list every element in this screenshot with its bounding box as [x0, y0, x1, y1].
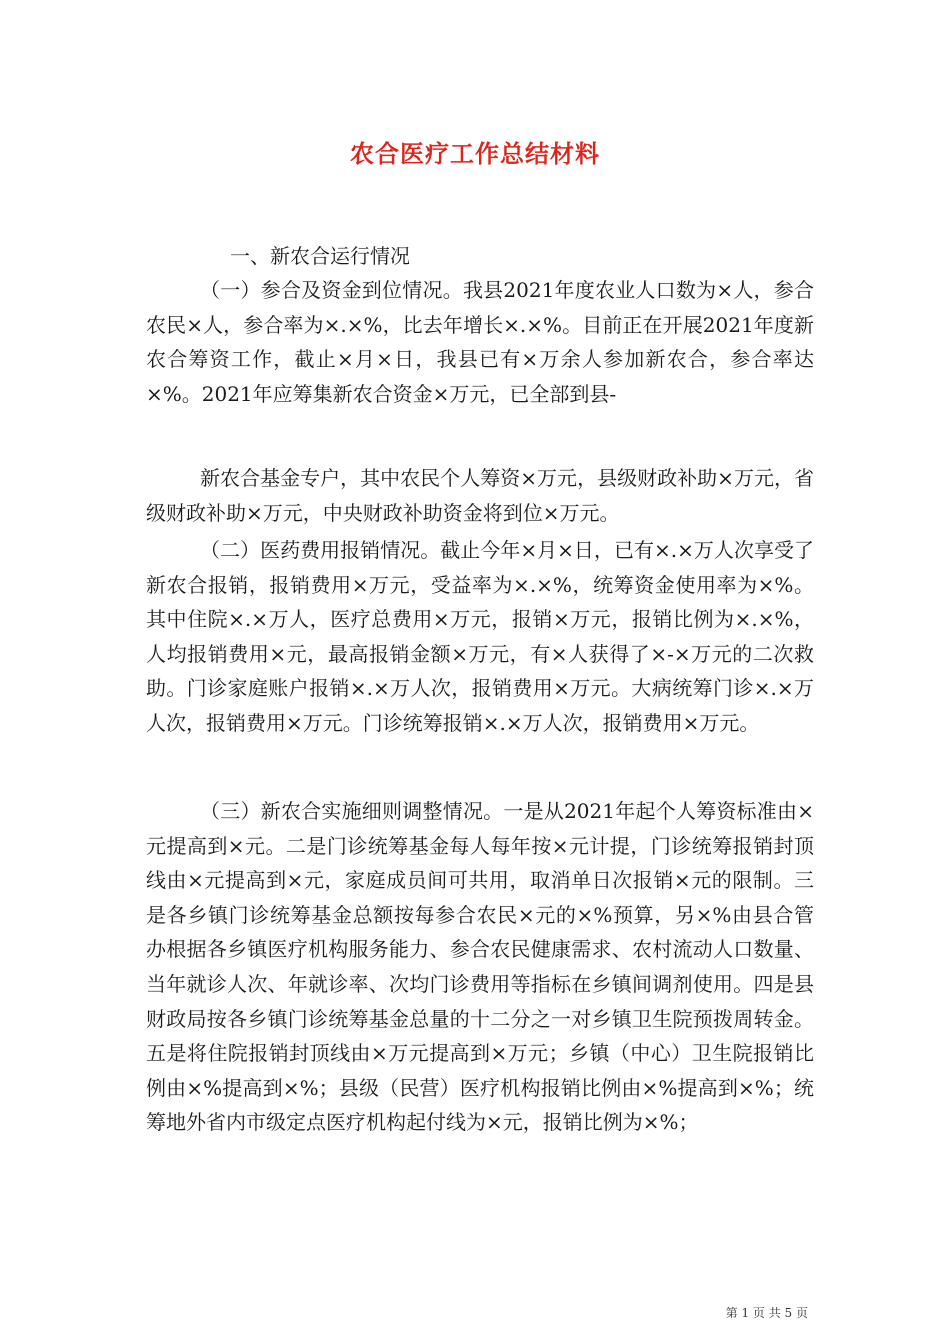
page-number-footer: 第 1 页 共 5 页 — [725, 1306, 808, 1320]
paragraph-fund-account: 新农合基金专户，其中农民个人筹资×万元，县级财政补助×万元，省级财政补助×万元，中央财政补助资金将到位×万元。 — [146, 466, 814, 525]
section-heading: 一、新农合运行情况 — [230, 244, 410, 268]
paragraph-enrollment: （一）参合及资金到位情况。我县2021年度农业人口数为×人，参合农民×人，参合率为×.×%，比去年增长×.×%。目前正在开展2021年度新农合筹资工作，截止×月×日，我县已有×万余人参加新农合，参合率达×%。2021年应筹集新农合资金×万元，已全部到县- — [146, 278, 814, 406]
paragraph-rule-adjustment: （三）新农合实施细则调整情况。一是从2021年起个人筹资标准由×元提高到×元。二是门诊统筹基金每人每年按×元计提，门诊统筹报销封顶线由×元提高到×元，家庭成员间可共用，取消单日次报销×元的限制。三是各乡镇门诊统筹基金总额按每参合农民×元的×%预算，另×%由县合管办根据各乡镇医疗机构服务能力、参合农民健康需求、农村流动人口数量、当年就诊人次、年就诊率、次均门诊费用等指标在乡镇间调剂使用。四是县财政局按各乡镇门诊统筹基金总量的十二分之一对乡镇卫生院预拨周转金。五是将住院报销封顶线由×万元提高到×万元；乡镇（中心）卫生院报销比例由×%提高到×%；县级（民营）医疗机构报销比例由×%提高到×%；统筹地外省内市级定点医疗机构起付线为×元，报销比例为×%； — [146, 799, 814, 1135]
paragraph-reimbursement: （二）医药费用报销情况。截止今年×月×日，已有×.×万人次享受了新农合报销，报销费用×万元，受益率为×.×%，统筹资金使用率为×%。其中住院×.×万人，医疗总费用×万元，报销×万元，报销比例为×.×%，人均报销费用×元，最高报销金额×万元，有×人获得了×-×万元的二次救助。门诊家庭账户报销×.×万人次，报销费用×万元。大病统筹门诊×.×万人次，报销费用×万元。门诊统筹报销×.×万人次，报销费用×万元。 — [146, 538, 814, 735]
page-title: 农合医疗工作总结材料 — [350, 139, 600, 168]
